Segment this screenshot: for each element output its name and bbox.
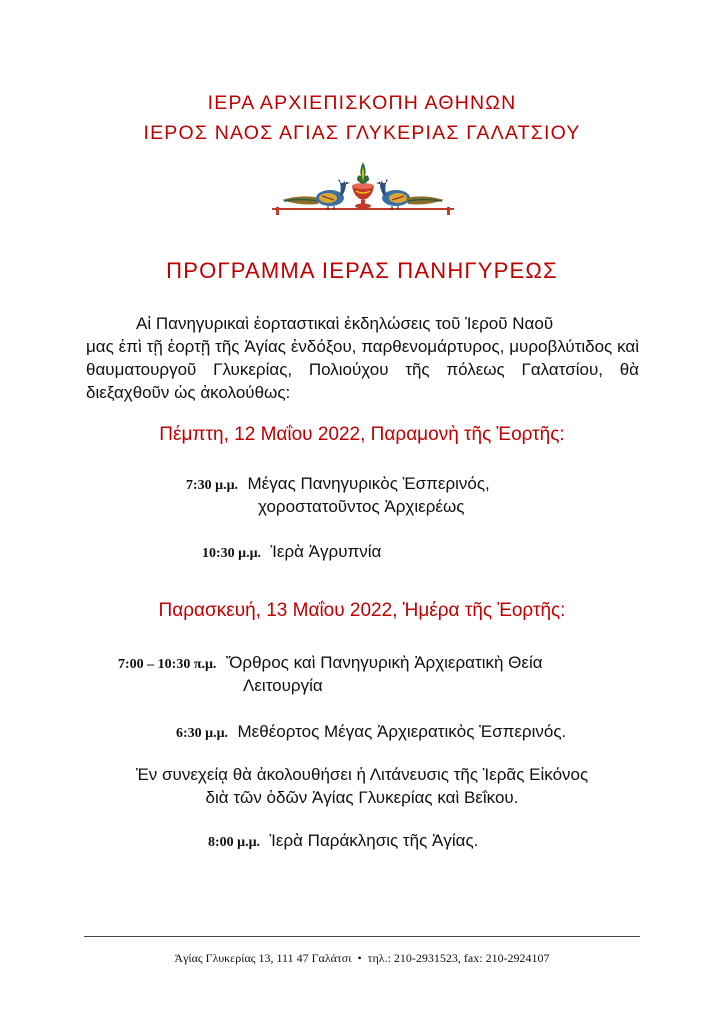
event-time: 8:00 μ.μ. <box>208 835 261 850</box>
event-desc: Ὄρθρος καὶ Πανηγυρικὴ Ἀρχιερατικὴ Θεία <box>225 653 543 672</box>
footer-bullet: • <box>357 951 362 965</box>
event-supplication <box>208 829 478 854</box>
event-time: 7:00 – 10:30 π.μ. <box>118 657 217 672</box>
footer-fax-label: fax: <box>463 951 483 965</box>
event-desc: Ἱερὰ Παράκλησις τῆς Ἁγίας. <box>269 831 479 850</box>
footer-address: Ἁγίας Γλυκερίας 13, 111 47 Γαλάτσι <box>174 951 352 965</box>
procession-line2: διὰ τῶν ὁδῶν Ἁγίας Γλυκερίας καὶ Βεΐκου. <box>205 788 519 807</box>
intro-first-line: Αἱ Πανηγυρικαὶ ἑορταστικαὶ ἐκδηλώσεις τοῦ Ἱεροῦ Ναοῦ <box>136 314 554 333</box>
event-vigil <box>202 540 381 565</box>
event-vespers <box>186 472 490 497</box>
header-line-archdiocese: ΙΕΡΑ ΑΡΧΙΕΠΙΣΚΟΠΗ ΑΘΗΝΩΝ <box>207 92 517 114</box>
event-desc: Ἱερὰ Ἀγρυπνία <box>270 542 382 561</box>
header-line-church: ΙΕΡΟΣ ΝΑΟΣ ΑΓΙΑΣ ΓΛΥΚΕΡΙΑΣ ΓΑΛΑΤΣΙΟΥ <box>143 122 581 144</box>
event-liturgy-line2: Λειτουργία <box>243 676 323 695</box>
day1-heading: Πέμπτη, 12 Μαΐου 2022, Παραμονὴ τῆς Ἑορτῆς: <box>159 424 565 445</box>
event-vespers-line2: χοροστατοῦντος Ἀρχιερέως <box>258 497 465 516</box>
footer-phone: 210-2931523, <box>393 951 461 965</box>
footer-fax: 210-2924107 <box>485 951 550 965</box>
intro-rest: μας ἐπὶ τῇ ἑορτῇ τῆς Ἁγίας ἐνδόξου, παρθενομάρτυρος, μυροβλύτιδος καὶ θαυματουργοῦ Γλυκερίας, Πολιούχου τῆς πόλεως Γαλατσίου, θὰ διεξαχθοῦν ὡς ἀκολούθως: <box>86 337 639 402</box>
procession-line1: Ἐν συνεχείᾳ θὰ ἀκολουθήσει ἡ Λιτάνευσις τῆς Ἱερᾶς Εἰκόνος <box>135 765 589 784</box>
footer-phone-label: τηλ.: <box>367 951 391 965</box>
page-title: ΠΡΟΓΡΑΜΜΑ ΙΕΡΑΣ ΠΑΝΗΓΥΡΕΩΣ <box>166 258 558 283</box>
event-time: 10:30 μ.μ. <box>202 546 262 561</box>
header <box>0 88 724 148</box>
peacock-ornament-icon <box>272 158 454 220</box>
event-time: 6:30 μ.μ. <box>176 726 229 741</box>
intro-paragraph <box>86 312 639 404</box>
event-desc: Μεθέορτος Μέγας Ἀρχιερατικὸς Ἑσπερινός. <box>237 722 567 741</box>
event-time: 7:30 μ.μ. <box>186 478 239 493</box>
event-desc: Μέγας Πανηγυρικὸς Ἑσπερινός, <box>247 474 490 493</box>
event-evening-vespers <box>176 720 566 745</box>
footer-divider <box>84 936 640 937</box>
footer-contact <box>0 951 724 966</box>
day2-heading: Παρασκευή, 13 Μαΐου 2022, Ἡμέρα τῆς Ἑορτῆς: <box>158 600 566 621</box>
event-liturgy <box>118 651 543 676</box>
